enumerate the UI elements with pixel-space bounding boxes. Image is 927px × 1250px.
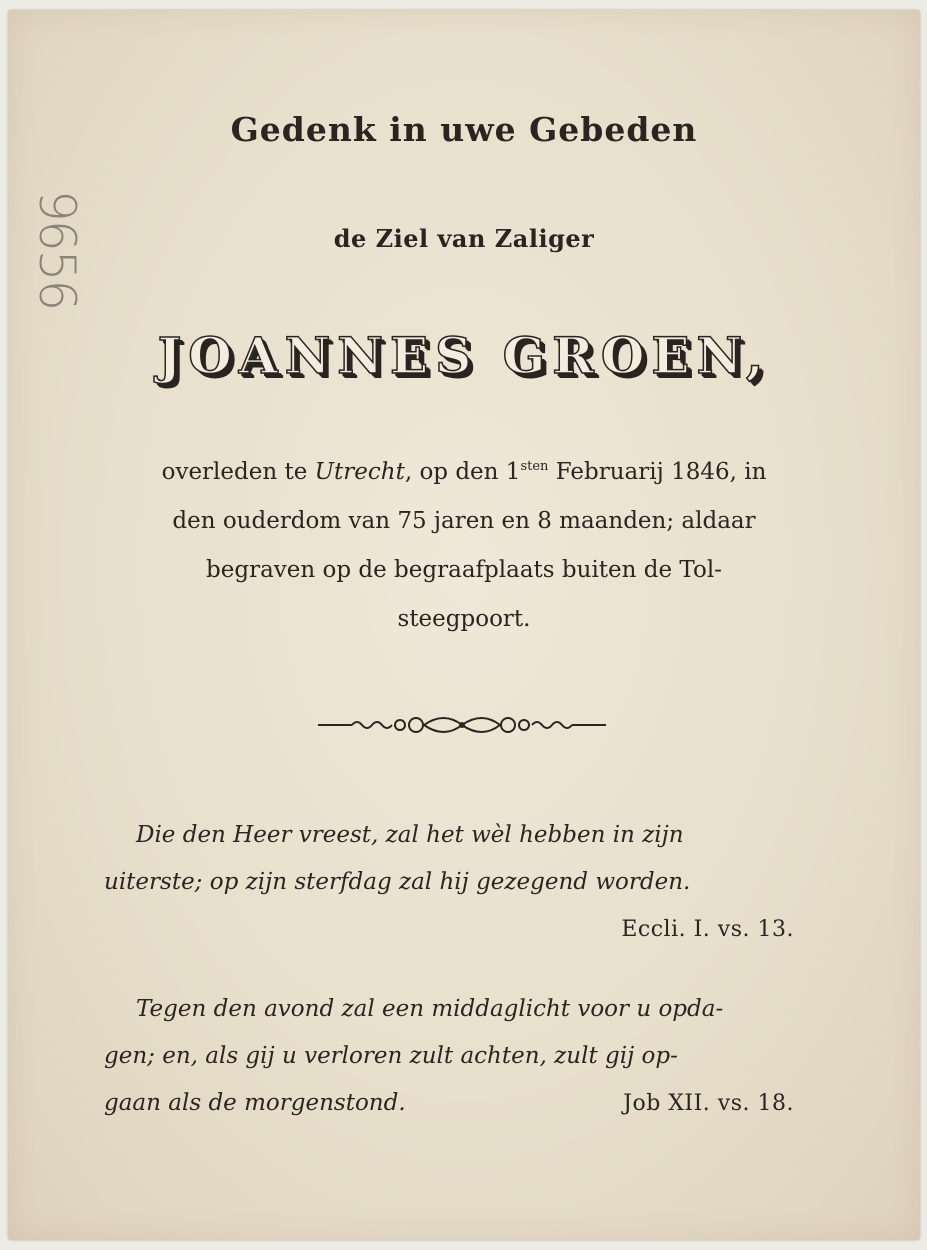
scripture-verse-2 <box>104 986 804 1127</box>
death-notice-line: den ouderdom van 75 jaren en 8 maanden; aldaar <box>172 508 756 534</box>
death-notice-line: steegpoort. <box>397 606 531 632</box>
ordinal-suffix: sten <box>520 459 549 474</box>
deceased-name: JOANNES GROEN, <box>157 326 771 385</box>
death-notice-line: begraven op de begraafplaats buiten de Tol- <box>206 557 722 583</box>
scripture-verse-1 <box>104 812 804 953</box>
verse-line: Tegen den avond zal een middaglicht voor u opda- <box>136 996 724 1022</box>
death-notice-line <box>88 448 840 497</box>
verse-line: Die den Heer vreest, zal het wèl hebben in zijn <box>136 822 684 848</box>
text-span: Februarij 1846, in <box>548 459 767 485</box>
verse-line: gaan als de morgenstond. <box>104 1090 406 1116</box>
card-heading: Gedenk in uwe Gebeden <box>230 110 698 149</box>
verse-line: uiterste; op zijn sterfdag zal hij gezegend worden. <box>104 869 691 895</box>
ornament-divider-icon <box>312 707 612 743</box>
verse-reference: Job XII. vs. 18. <box>623 1091 794 1116</box>
place-of-death: Utrecht <box>314 459 405 485</box>
memorial-card <box>8 10 920 1240</box>
verse-line: gen; en, als gij u verloren zult achten, zult gij op- <box>104 1043 678 1069</box>
text-span: overleden te <box>161 459 315 485</box>
verse-last-line <box>104 1080 804 1127</box>
text-span: , op den 1 <box>404 459 521 485</box>
verse-reference: Eccli. I. vs. 13. <box>621 917 794 942</box>
card-subheading: de Ziel van Zaliger <box>333 224 595 253</box>
pencil-inventory-number: 9656 <box>28 190 86 310</box>
death-notice-text <box>88 448 840 644</box>
